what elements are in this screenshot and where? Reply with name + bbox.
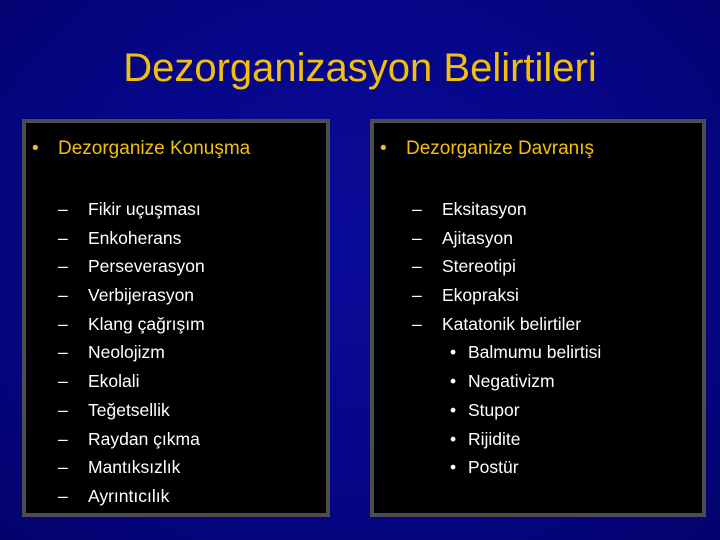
right-panel: [370, 119, 706, 517]
left-heading-text: Dezorganize Konuşma: [58, 138, 251, 159]
bullet-icon: •: [450, 457, 457, 478]
dash-icon: –: [58, 371, 68, 392]
dash-icon: –: [58, 313, 68, 334]
bullet-icon: •: [380, 138, 387, 159]
dash-icon: –: [412, 256, 422, 277]
list-item: – Stereotipi: [412, 252, 601, 281]
list-item: – Ekopraksi: [412, 281, 601, 310]
dash-icon: –: [58, 199, 68, 219]
bullet-icon: •: [450, 342, 457, 363]
dash-icon: –: [412, 227, 422, 248]
list-item: – Enkoherans: [58, 224, 205, 253]
sub-list-item: • Balmumu belirtisi: [412, 338, 601, 367]
bullet-icon: •: [32, 138, 39, 159]
dash-icon: –: [58, 399, 68, 420]
sub-list-item: • Postür: [412, 453, 601, 482]
dash-icon: –: [412, 313, 422, 334]
bullet-icon: •: [450, 371, 457, 392]
list-item: – Raydan çıkma: [58, 425, 205, 454]
list-item: – Neolojizm: [58, 338, 205, 367]
list-item: – Ayrıntıcılık: [58, 482, 205, 511]
left-item-list: [58, 195, 205, 511]
list-item: – Eksitasyon: [412, 195, 601, 224]
dash-icon: –: [58, 457, 68, 478]
left-panel: [22, 119, 330, 517]
list-item: – Katatonik belirtiler: [412, 310, 601, 339]
right-item-list: [412, 195, 601, 482]
list-item: – Ajitasyon: [412, 224, 601, 253]
sub-list-item: • Rijidite: [412, 425, 601, 454]
list-item: – Perseverasyon: [58, 252, 205, 281]
dash-icon: –: [58, 256, 68, 277]
list-item: – Fikir uçuşması: [58, 195, 205, 224]
list-item: – Teğetsellik: [58, 396, 205, 425]
dash-icon: –: [58, 342, 68, 363]
list-item: – Mantıksızlık: [58, 453, 205, 482]
dash-icon: –: [412, 285, 422, 306]
list-item: – Klang çağrışım: [58, 310, 205, 339]
dash-icon: –: [58, 428, 68, 449]
right-heading: [380, 135, 594, 163]
left-heading: [32, 135, 250, 163]
dash-icon: –: [58, 485, 68, 506]
right-heading-text: Dezorganize Davranış: [406, 138, 594, 159]
list-item: – Ekolali: [58, 367, 205, 396]
dash-icon: –: [412, 199, 422, 219]
bullet-icon: •: [450, 399, 457, 420]
list-item: – Verbijerasyon: [58, 281, 205, 310]
dash-icon: –: [58, 285, 68, 306]
sub-list-item: • Stupor: [412, 396, 601, 425]
sub-list-item: • Negativizm: [412, 367, 601, 396]
dash-icon: –: [58, 227, 68, 248]
slide-title: Dezorganizasyon Belirtileri: [123, 46, 597, 90]
bullet-icon: •: [450, 428, 457, 449]
